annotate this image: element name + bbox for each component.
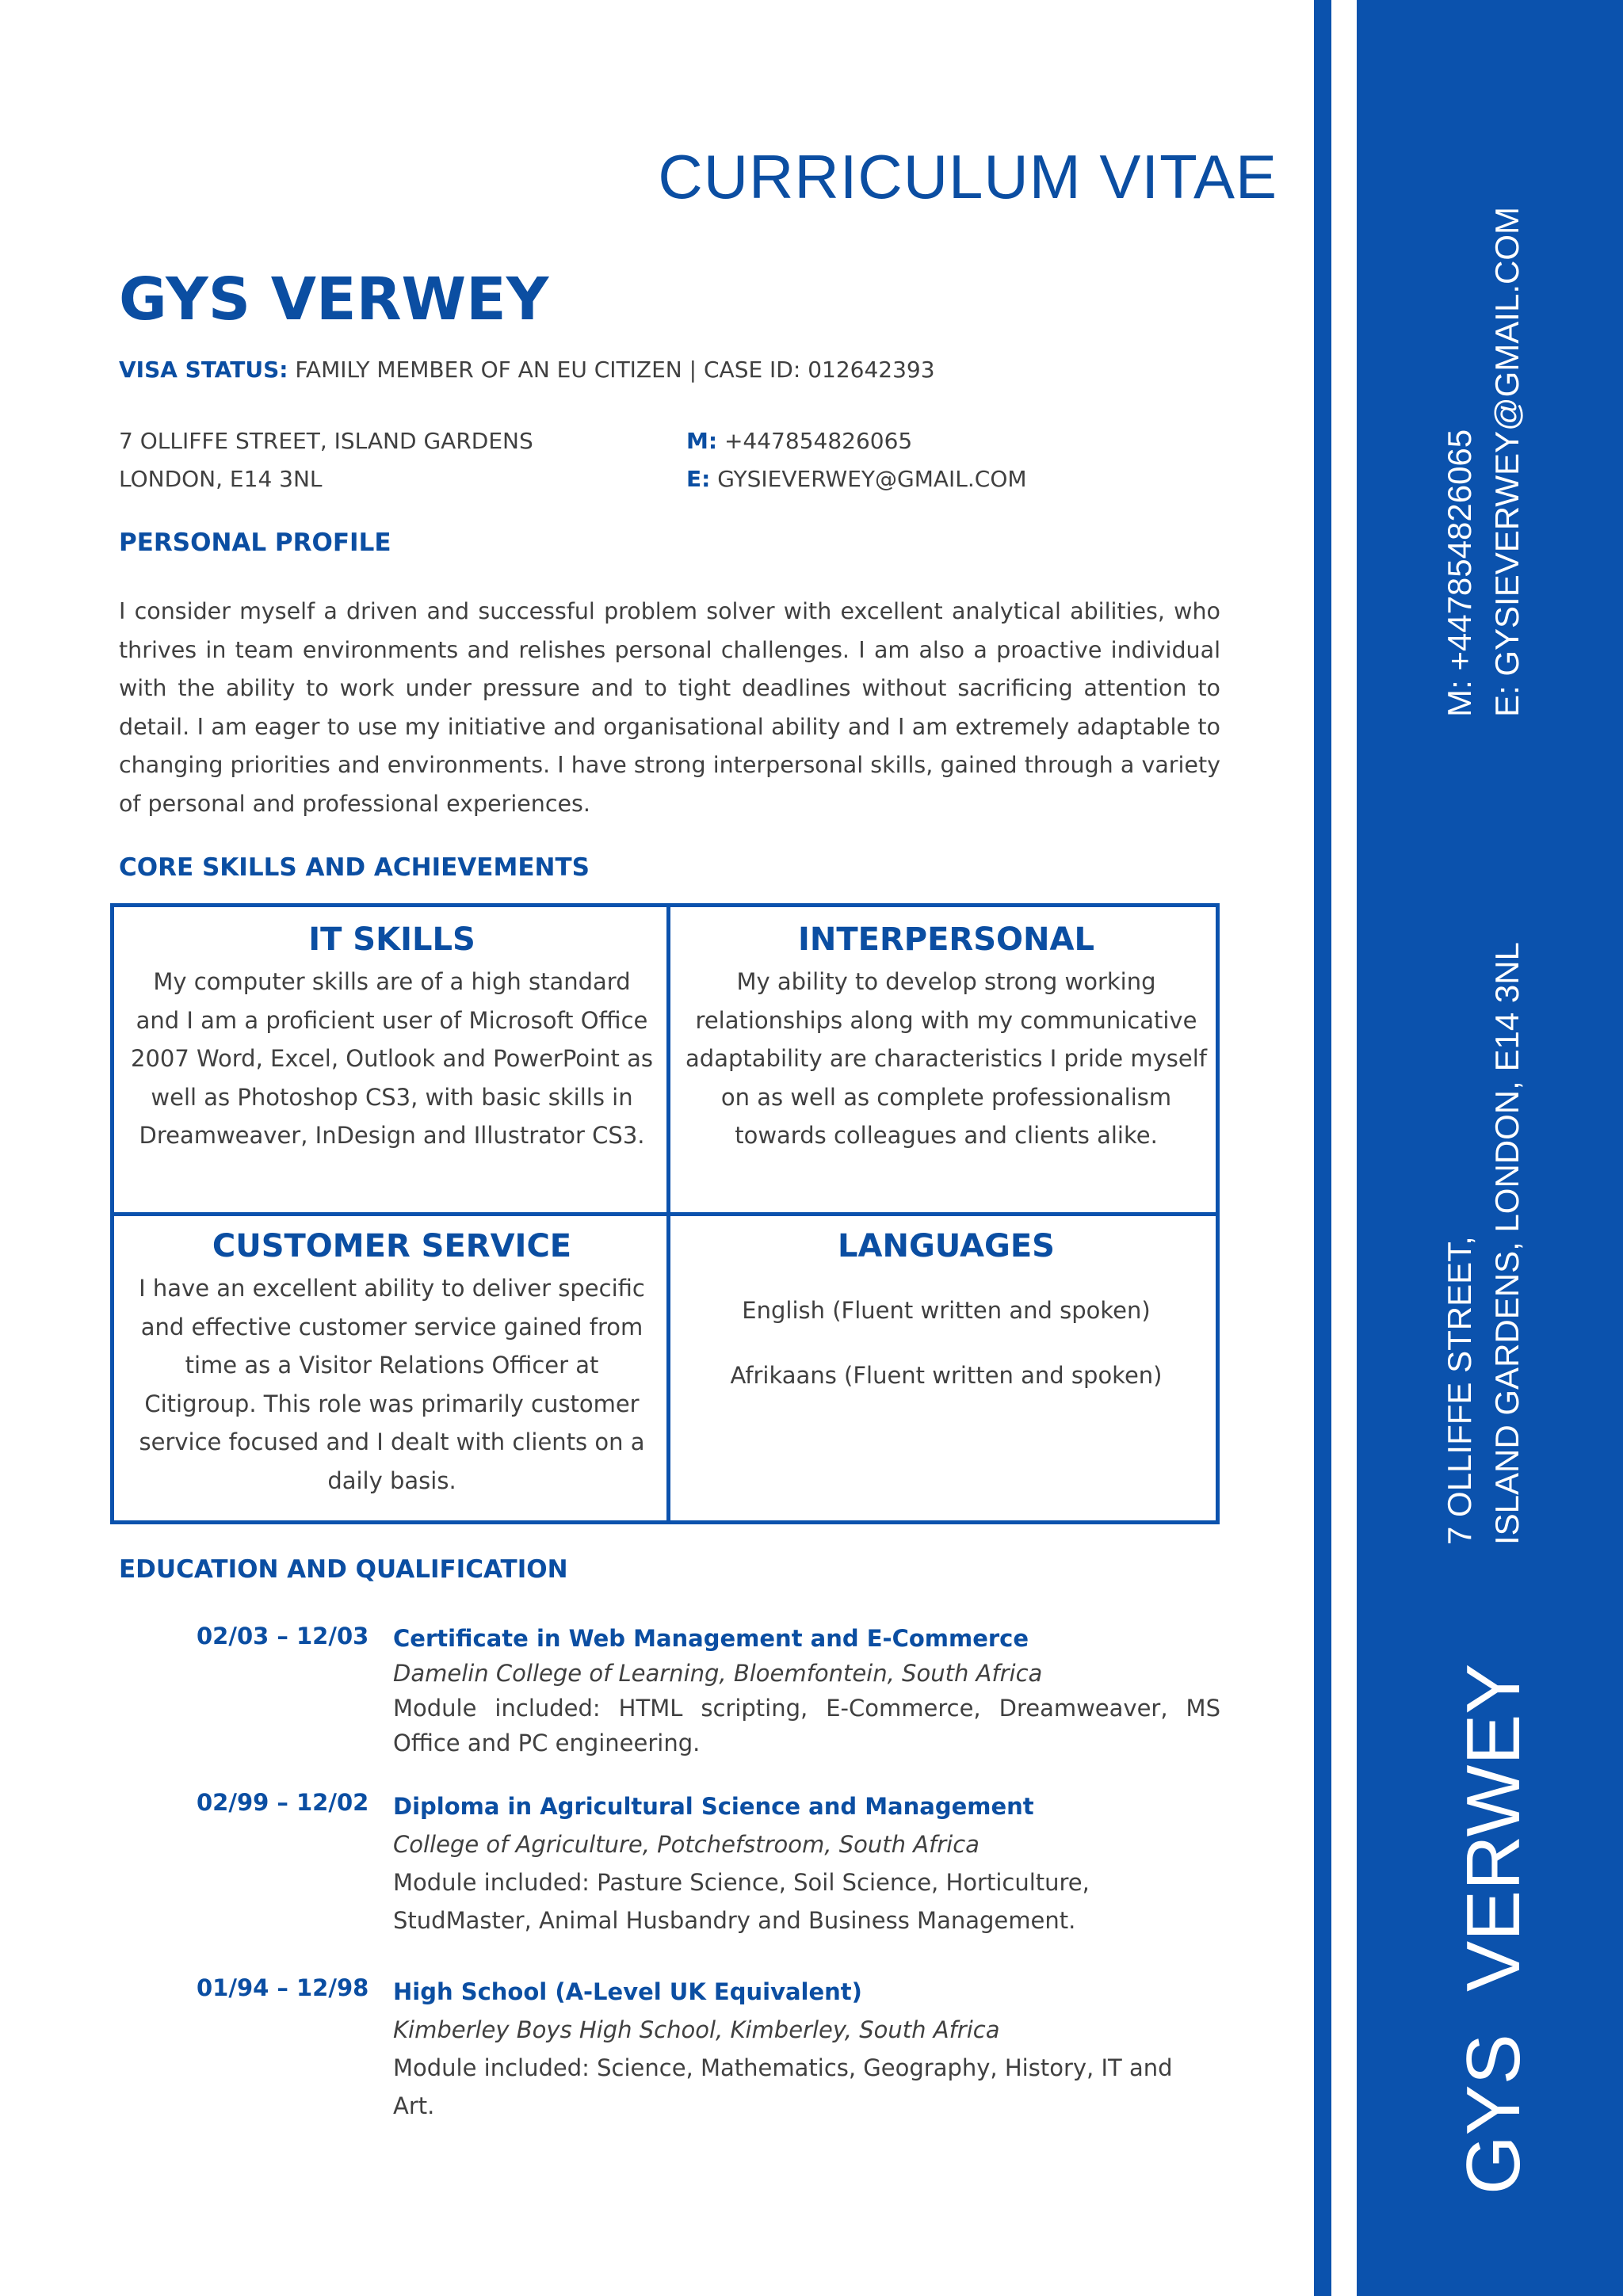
skill-title-it: IT SKILLS: [308, 921, 475, 958]
edu-title: Certificate in Web Management and E-Commerce: [393, 1625, 1029, 1652]
sidebar-thin-bar: [1314, 0, 1331, 2296]
edu-entry: [393, 1621, 1220, 1760]
edu-modules: Module included: Pasture Science, Soil Science, Horticulture, StudMaster, Animal Husbandry and Business Management.: [393, 1869, 1090, 1934]
sidebar-address-line1: 7 OLLIFFE STREET,: [1441, 1236, 1478, 1545]
heading-core-skills: CORE SKILLS AND ACHIEVEMENTS: [119, 853, 590, 882]
mobile-row: [686, 422, 1027, 460]
edu-modules: Module included: Science, Mathematics, Geography, History, IT and Art.: [393, 2054, 1173, 2119]
skill-cell-interpersonal: [685, 921, 1208, 1155]
sidebar-name: GYS VERWEY: [1451, 1663, 1536, 2195]
mobile-label: M:: [686, 428, 718, 454]
sidebar-address-line2: ISLAND GARDENS, LONDON, E14 3NL: [1488, 942, 1526, 1545]
edu-modules: Module included: HTML scripting, E-Commerce, Dreamweaver, MS Office and PC engineering.: [393, 1695, 1220, 1756]
skill-text-customer: I have an excellent ability to deliver specific and effective customer service gained from time as a Visitor Relations Officer at Citigroup. This role was primarily customer service focused and I dealt with clients on a daily basis.: [139, 1275, 645, 1494]
edu-dates: 02/03 – 12/03: [197, 1623, 369, 1650]
skill-title-customer: CUSTOMER SERVICE: [212, 1228, 572, 1264]
visa-status: [119, 357, 935, 383]
email-value: GYSIEVERWEY@GMAIL.COM: [717, 466, 1027, 492]
contact-block: [686, 422, 1027, 498]
skill-cell-languages: [685, 1228, 1208, 1394]
address-line1: 7 OLLIFFE STREET, ISLAND GARDENS: [119, 428, 533, 454]
skill-text-interpersonal: My ability to develop strong working relationships along with my communicative adaptability are characteristics I pride myself on as well as complete professionalism towards colleagues and clients alike.: [685, 968, 1207, 1149]
candidate-name: GYS VERWEY: [119, 265, 549, 334]
skill-title-interpersonal: INTERPERSONAL: [798, 921, 1094, 958]
edu-dates: 01/94 – 12/98: [197, 1974, 369, 2001]
language-item: English (Fluent written and spoken): [742, 1297, 1151, 1324]
address-block: [119, 422, 533, 498]
visa-label: VISA STATUS:: [119, 357, 288, 383]
email-row: [686, 460, 1027, 498]
heading-education: EDUCATION AND QUALIFICATION: [119, 1555, 568, 1584]
edu-school: College of Agriculture, Potchefstroom, South Africa: [393, 1831, 980, 1858]
skill-title-languages: LANGUAGES: [838, 1228, 1055, 1264]
edu-school: Damelin College of Learning, Bloemfontein, South Africa: [393, 1660, 1043, 1687]
skills-grid: [110, 903, 1220, 1524]
edu-dates: 02/99 – 12/02: [197, 1789, 369, 1816]
address-line2: LONDON, E14 3NL: [119, 466, 323, 492]
edu-school: Kimberley Boys High School, Kimberley, South Africa: [393, 2016, 1000, 2043]
skill-cell-customer: [128, 1228, 655, 1500]
visa-value: FAMILY MEMBER OF AN EU CITIZEN | CASE ID: 012642393: [295, 357, 935, 383]
email-label: E:: [686, 466, 711, 492]
edu-entry: [393, 1787, 1220, 1939]
heading-personal-profile: PERSONAL PROFILE: [119, 528, 391, 557]
skill-cell-it: [128, 921, 655, 1155]
language-item: Afrikaans (Fluent written and spoken): [730, 1362, 1163, 1389]
mobile-value: +447854826065: [724, 428, 913, 454]
document-title: CURRICULUM VITAE: [658, 142, 1277, 212]
edu-title: High School (A-Level UK Equivalent): [393, 1978, 862, 2005]
edu-entry: [393, 1973, 1220, 2125]
grid-divider-horizontal: [114, 1212, 1216, 1216]
skill-text-it: My computer skills are of a high standard and I am a proficient user of Microsoft Office 2007 Word, Excel, Outlook and PowerPoint as well as Photoshop CS3, with basic skills in Dreamweaver, InDesign and Illustrator CS3.: [131, 968, 653, 1149]
sidebar-mobile: M: +447854826065: [1441, 429, 1478, 717]
profile-text: I consider myself a driven and successful problem solver with excellent analytical abilities, who thrives in team environments and relishes personal challenges. I am also a proactive individual with the ability to work under pressure and to tight deadlines without sacrificing attention to detail. I am eager to use my initiative and organisational ability and I am extremely adaptable to changing priorities and environments. I have strong interpersonal skills, gained through a variety of personal and professional experiences.: [119, 598, 1220, 817]
edu-title: Diploma in Agricultural Science and Management: [393, 1793, 1034, 1820]
sidebar-email: E: GYSIEVERWEY@GMAIL.COM: [1488, 207, 1526, 717]
